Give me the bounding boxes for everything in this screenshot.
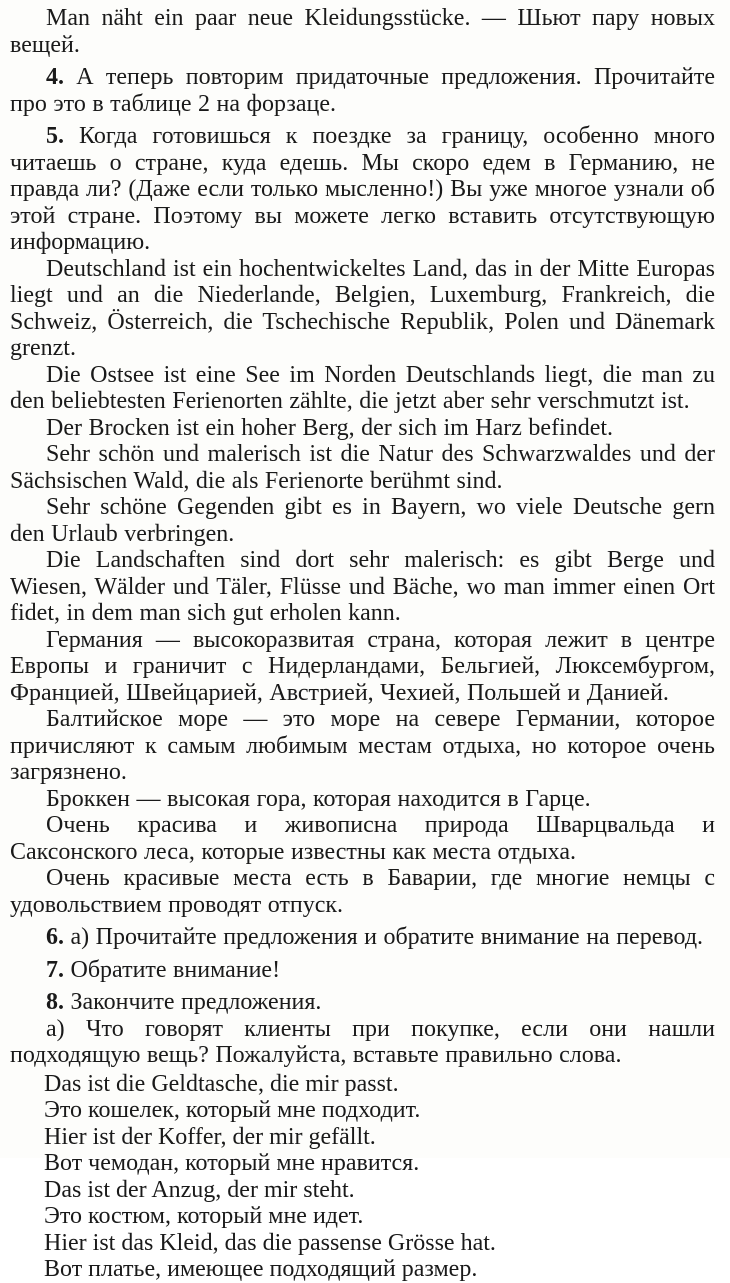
sentence-text: Das ist der Anzug, der mir steht. <box>44 1176 355 1203</box>
paragraph-text: Sehr schöne Gegenden gibt es in Bayern, wo viele Deutsche gern den Urlaub verbringen. <box>10 494 715 547</box>
paragraph-germania-ru <box>10 627 715 707</box>
paragraph-text: а) Что говорят клиенты при покупке, если они нашли подходящую вещь? Пожалуйста, вставьте правильно слова. <box>10 1015 715 1068</box>
exercise-text: а) Прочитайте предложения и обратите внимание на перевод. <box>70 924 704 950</box>
exercise-8 <box>10 989 715 1016</box>
paragraph-text: Балтийское море — это море на севере Германии, которое причисляют к самым любимым местам отдыха, но которое очень загрязнено. <box>10 706 715 785</box>
paragraph-text: Броккен — высокая гора, которая находится в Гарце. <box>46 785 591 812</box>
exercise-text: А теперь повторим придаточные предложения. Прочитайте про это в таблице 2 на форзаце. <box>10 64 715 117</box>
exercise-text: Когда готовишься к поездке за границу, особенно много читаешь о стране, куда едешь. Мы скоро едем в Германию, не правда ли? (Даже если только мысленно!) Вы уже многое узнали об этой стране. Поэтому вы можете легко вставить отсутствующую информацию. <box>10 123 716 255</box>
task-8a-prompt <box>10 1016 715 1069</box>
paragraph-bavaria-ru <box>10 865 715 918</box>
exercise-text: Закончите предложения. <box>70 989 322 1015</box>
paragraph-brocken <box>10 415 715 442</box>
paragraph-deutschland <box>10 256 715 362</box>
paragraph-text: Очень красива и живописна природа Шварцвальда и Саксонского леса, которые известны как места отдыха. <box>10 812 715 865</box>
exercise-number: 8. <box>46 989 64 1015</box>
sentence-ru-3 <box>10 1203 715 1230</box>
sentence-text: Вот чемодан, который мне нравится. <box>44 1150 420 1176</box>
paragraph-landschaften <box>10 547 715 627</box>
exercise-number: 6. <box>46 924 64 950</box>
translation-pair-line <box>10 5 715 58</box>
paragraph-text: Deutschland ist ein hochentwickeltes Land, das in der Mitte Europas liegt und an die Niederlande, Belgien, Luxemburg, Frankreich, die Schweiz, Österreich, die Tschechische Republik, Polen und Dänemark grenzt. <box>10 255 715 361</box>
paragraph-text: Германия — высокоразвитая страна, которая лежит в центре Европы и граничит с Нидерландами, Бельгией, Люксембургом, Францией, Швейцарией, Австрией, Чехией, Польшей и Данией. <box>10 626 715 706</box>
paragraph-bayern <box>10 494 715 547</box>
paragraph-text: Очень красивые места есть в Баварии, где многие немцы с удовольствием проводят отпуск. <box>10 865 715 918</box>
sentence-de-4 <box>10 1230 715 1257</box>
exercise-number: 5. <box>46 123 64 149</box>
sentence-de-3 <box>10 1177 715 1204</box>
paragraph-shvartsvald-ru <box>10 812 715 865</box>
sentence-text: Это кошелек, который мне подходит. <box>44 1097 421 1123</box>
paragraph-text: Die Landschaften sind dort sehr malerisch: es gibt Berge und Wiesen, Wälder und Täler, Flüsse und Bäche, wo man immer einen Ort fidet, in dem man sich gut erholen kann. <box>10 547 715 626</box>
sentence-text: Hier ist das Kleid, das die passense Grösse hat. <box>44 1229 496 1256</box>
paragraph-baltiyskoe-more-ru <box>10 706 715 786</box>
sentence-ru-4 <box>10 1256 715 1283</box>
sentence-text: Hier ist der Koffer, der mir gefällt. <box>44 1123 376 1150</box>
sentence-text: Это костюм, который мне идет. <box>44 1203 364 1229</box>
sentence-de-1 <box>10 1071 715 1098</box>
exercise-number: 7. <box>46 956 64 983</box>
exercise-text: Обратите внимание! <box>70 956 281 983</box>
paragraph-text: Der Brocken ist ein hoher Berg, der sich im Harz befindet. <box>46 414 614 441</box>
sentence-text: Вот платье, имеющее подходящий размер. <box>44 1256 478 1282</box>
paragraph-schwarzwald <box>10 441 715 494</box>
paragraph-ostsee <box>10 362 715 415</box>
sentence-de-2 <box>10 1124 715 1151</box>
exercise-7 <box>10 957 715 984</box>
exercise-6 <box>10 924 715 951</box>
paragraph-text: Man näht ein paar neue Kleidungsstücke. — Шьют пару новых вещей. <box>10 5 715 58</box>
exercise-4 <box>10 64 715 117</box>
sentence-ru-2 <box>10 1150 715 1177</box>
sentence-text: Das ist die Geldtasche, die mir passt. <box>44 1070 399 1097</box>
paragraph-text: Die Ostsee ist eine See im Norden Deutschlands liegt, die man zu den beliebtesten Ferienorten zählte, die jetzt aber sehr verschmutzt ist. <box>10 361 715 414</box>
paragraph-text: Sehr schön und malerisch ist die Natur des Schwarzwaldes und der Sächsischen Wald, die als Ferienorte berühmt sind. <box>10 441 715 494</box>
sentence-ru-1 <box>10 1097 715 1124</box>
paragraph-brokken-ru <box>10 786 715 813</box>
exercise-5 <box>10 123 715 256</box>
exercise-number: 4. <box>46 64 64 90</box>
